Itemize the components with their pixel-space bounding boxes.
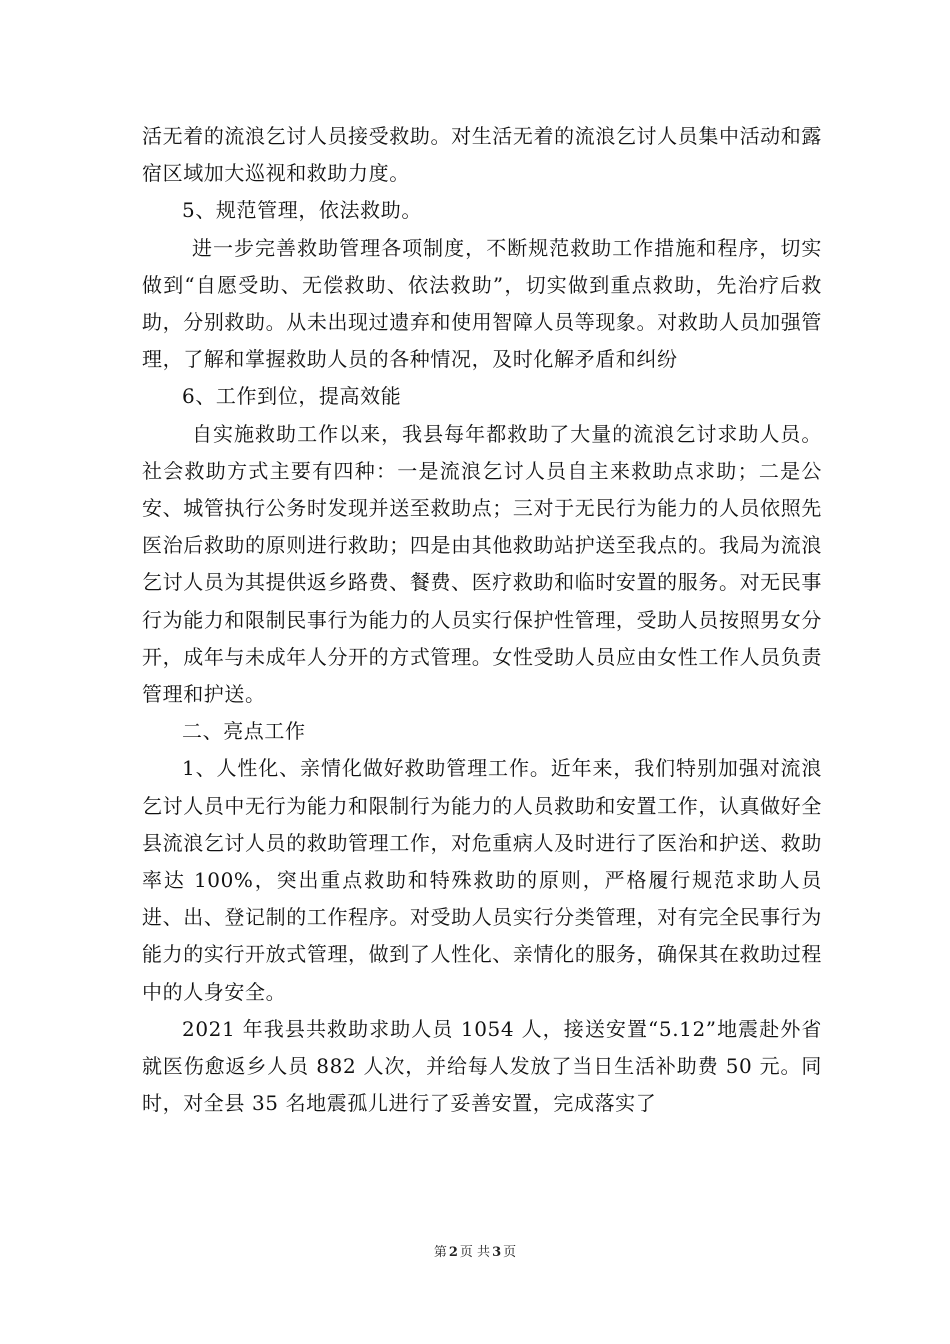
footer-prefix: 第 (433, 1245, 447, 1260)
paragraph-humanized-management: 1、人性化、亲情化做好救助管理工作。近年来，我们特别加强对流浪乞讨人员中无行为能力和限制行为能力的人员救助和安置工作，认真做好全县流浪乞讨人员的救助管理工作，对危重病人及时进行了医治和护送、救助率达 100%，突出重点救助和特殊救助的原则，严格履行规范求助人员进、出、登记制的工作程序。对受助人员实行分类管理，对有完全民事行为能力的实行开放式管理，做到了人性化、亲情化的服务，确保其在救助过程中的人身安全。 (142, 756, 822, 1004)
paragraph-2021-statistics: 2021 年我县共救助求助人员 1054 人，接送安置“5.12”地震赴外省就医伤愈返乡人员 882 人次，并给每人发放了当日生活补助费 50 元。同时，对全县 35 名地震孤儿进行了妥善安置，完成落实了 (142, 1016, 822, 1116)
heading-highlights: 二、亮点工作 (182, 719, 306, 744)
heading-work-in-place: 6、工作到位，提高效能 (182, 384, 402, 409)
document-body (142, 118, 822, 1122)
footer-middle: 页 共 (459, 1245, 491, 1260)
footer-current-page: 2 (448, 1245, 458, 1260)
footer-total-pages: 3 (492, 1245, 502, 1260)
heading-standardize-management: 5、规范管理，依法救助。 (182, 198, 422, 223)
page-footer (0, 1241, 950, 1260)
paragraph-continuation: 活无着的流浪乞讨人员接受救助。对生活无着的流浪乞讨人员集中活动和露宿区域加大巡视和救助力度。 (142, 124, 822, 186)
paragraph-rescue-methods: 自实施救助工作以来，我县每年都救助了大量的流浪乞讨求助人员。社会救助方式主要有四种：一是流浪乞讨人员自主来救助点求助；二是公安、城管执行公务时发现并送至救助点；三对于无民行为能力的人员依照先医治后救助的原则进行救助；四是由其他救助站护送至我点的。我局为流浪乞讨人员为其提供返乡路费、餐费、医疗救助和临时安置的服务。对无民事行为能力和限制民事行为能力的人员实行保护性管理，受助人员按照男女分开，成年与未成年人分开的方式管理。女性受助人员应由女性工作人员负责管理和护送。 (142, 421, 822, 707)
footer-suffix: 页 (503, 1245, 517, 1260)
paragraph-management-system: 进一步完善救助管理各项制度，不断规范救助工作措施和程序，切实做到“自愿受助、无偿救助、依法救助”，切实做到重点救助，先治疗后救助，分别救助。从未出现过遗弃和使用智障人员等现象。对救助人员加强管理，了解和掌握救助人员的各种情况，及时化解矛盾和纠纷 (142, 235, 822, 372)
